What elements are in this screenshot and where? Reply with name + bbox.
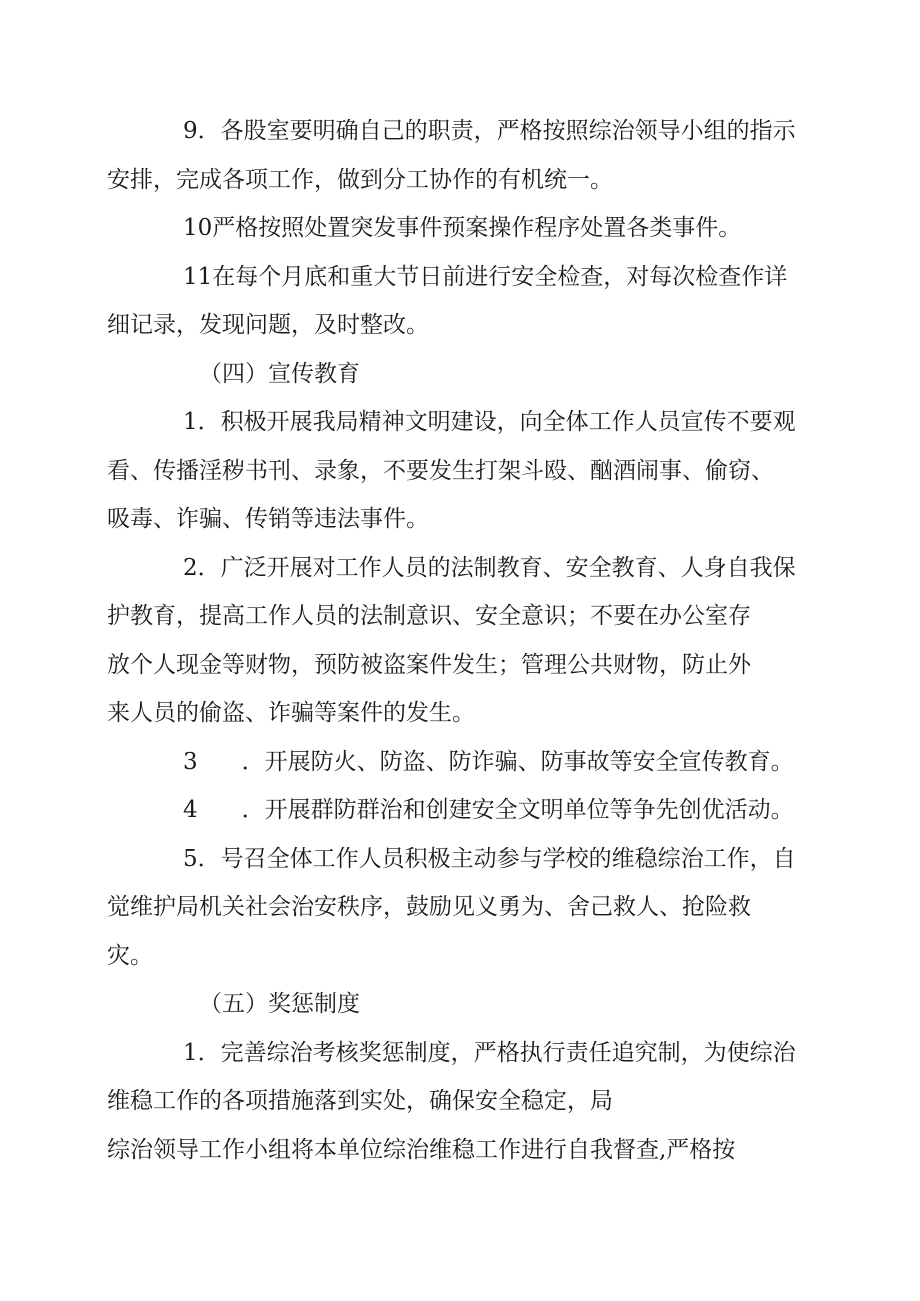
- list-item-line: [107, 786, 807, 835]
- paragraph-line: 细记录，发现问题，及时整改。: [107, 312, 429, 338]
- list-item-text: ．开展群防群治和创建安全文明单位等争先创优活动。: [241, 797, 794, 823]
- list-item-text: ．开展防火、防盗、防诈骗、防事故等安全宣传教育。: [241, 748, 794, 775]
- paragraph-line: 护教育，提高工作人员的法制意识、安全意识；不要在办公室存: [107, 603, 751, 629]
- paragraph-line: 10严格按照处置突发事件预案操作程序处置各类事件。: [183, 215, 742, 241]
- paragraph-line: 1．完善综治考核奖惩制度，严格执行责任追究制，为使综治: [183, 1039, 796, 1066]
- section-heading: （四）宣传教育: [199, 360, 360, 387]
- paragraph-line: 1．积极开展我局精神文明建设，向全体工作人员宣传不要观: [183, 409, 796, 435]
- paragraph-line: 综治领导工作小组将本单位综治维稳工作进行自我督查,严格按: [107, 1136, 736, 1163]
- paragraph-line: 放个人现金等财物，预防被盗案件发生；管理公共财物，防止外: [107, 651, 751, 678]
- paragraph-line: 5．号召全体工作人员积极主动参与学校的维稳综治工作，自: [183, 845, 796, 872]
- paragraph-line: 11在每个月底和重大节日前进行安全检查，对每次检查作详: [183, 263, 788, 290]
- paragraph-line: 灾。: [107, 942, 153, 969]
- paragraph-line: 看、传播淫秽书刊、录象，不要发生打架斗殴、酗酒闹事、偷窃、: [107, 457, 774, 484]
- document-body: [107, 107, 807, 1174]
- paragraph-line: 2．广泛开展对工作人员的法制教育、安全教育、人身自我保: [183, 554, 796, 581]
- paragraph-line: 维稳工作的各项措施落到实处，确保安全稳定，局: [107, 1088, 613, 1114]
- paragraph-line: 觉维护局机关社会治安秩序，鼓励见义勇为、舍己救人、抢险救: [107, 894, 751, 920]
- section-heading: （五）奖惩制度: [199, 991, 360, 1017]
- list-item-number: 4: [183, 797, 198, 823]
- list-item-line: [107, 738, 807, 787]
- list-item-number: 3: [183, 748, 198, 775]
- paragraph-line: 9．各股室要明确自己的职责，严格按照综治领导小组的指示: [183, 118, 796, 144]
- paragraph-line: 安排，完成各项工作，做到分工协作的有机统一。: [107, 166, 613, 193]
- paragraph-line: 来人员的偷盗、诈骗等案件的发生。: [107, 700, 475, 726]
- paragraph-line: 吸毒、诈骗、传销等违法事件。: [107, 506, 429, 532]
